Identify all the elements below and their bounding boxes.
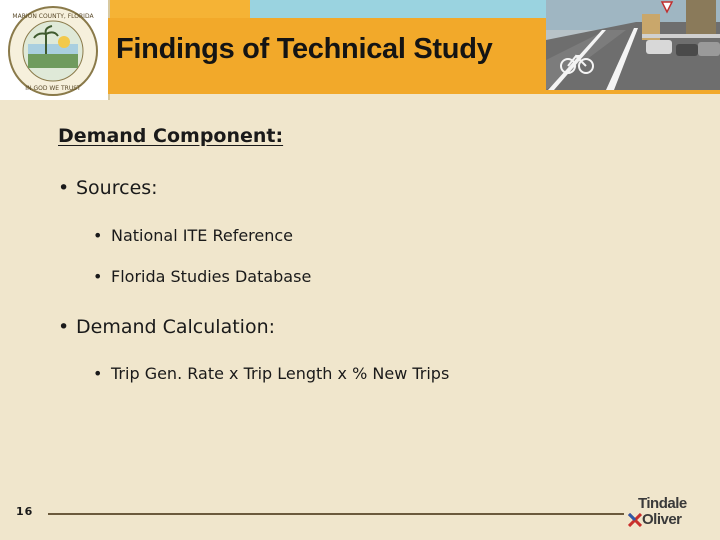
- header-divider: [108, 90, 720, 94]
- bullet-icon: •: [58, 316, 70, 338]
- sub-bullet-label: National ITE Reference: [111, 226, 294, 245]
- footer-divider: [48, 513, 624, 515]
- seal-panel: [0, 0, 110, 100]
- bullet-sources: [58, 177, 158, 199]
- county-seal-icon: [6, 4, 100, 98]
- sub-bullet: [93, 364, 449, 383]
- bullet-label: Demand Calculation:: [76, 316, 276, 338]
- section-heading: Demand Component:: [58, 125, 284, 147]
- bike-lane-photo: [546, 0, 720, 90]
- page-title: Findings of Technical Study: [116, 33, 493, 65]
- bullet-icon: •: [93, 267, 103, 286]
- seal-text-top: MARION COUNTY, FLORIDA: [12, 13, 94, 20]
- bullet-icon: •: [58, 177, 70, 199]
- sub-bullet-label: Florida Studies Database: [111, 267, 312, 286]
- bullet-icon: •: [93, 226, 103, 245]
- seal-text-bottom: IN GOD WE TRUST: [25, 85, 81, 92]
- logo-mark-icon: [628, 513, 642, 527]
- bullet-demand-calculation: [58, 316, 275, 338]
- bullet-label: Sources:: [76, 177, 158, 199]
- sub-bullet: [93, 267, 311, 286]
- tindale-oliver-logo: [628, 497, 706, 531]
- logo-text-line1: Tindale: [638, 495, 687, 512]
- logo-text-line2: Oliver: [642, 511, 682, 528]
- bullet-icon: •: [93, 364, 103, 383]
- page-number: 16: [16, 505, 34, 518]
- sub-bullet-label: Trip Gen. Rate x Trip Length x % New Trips: [111, 364, 450, 383]
- sub-bullet: [93, 226, 293, 245]
